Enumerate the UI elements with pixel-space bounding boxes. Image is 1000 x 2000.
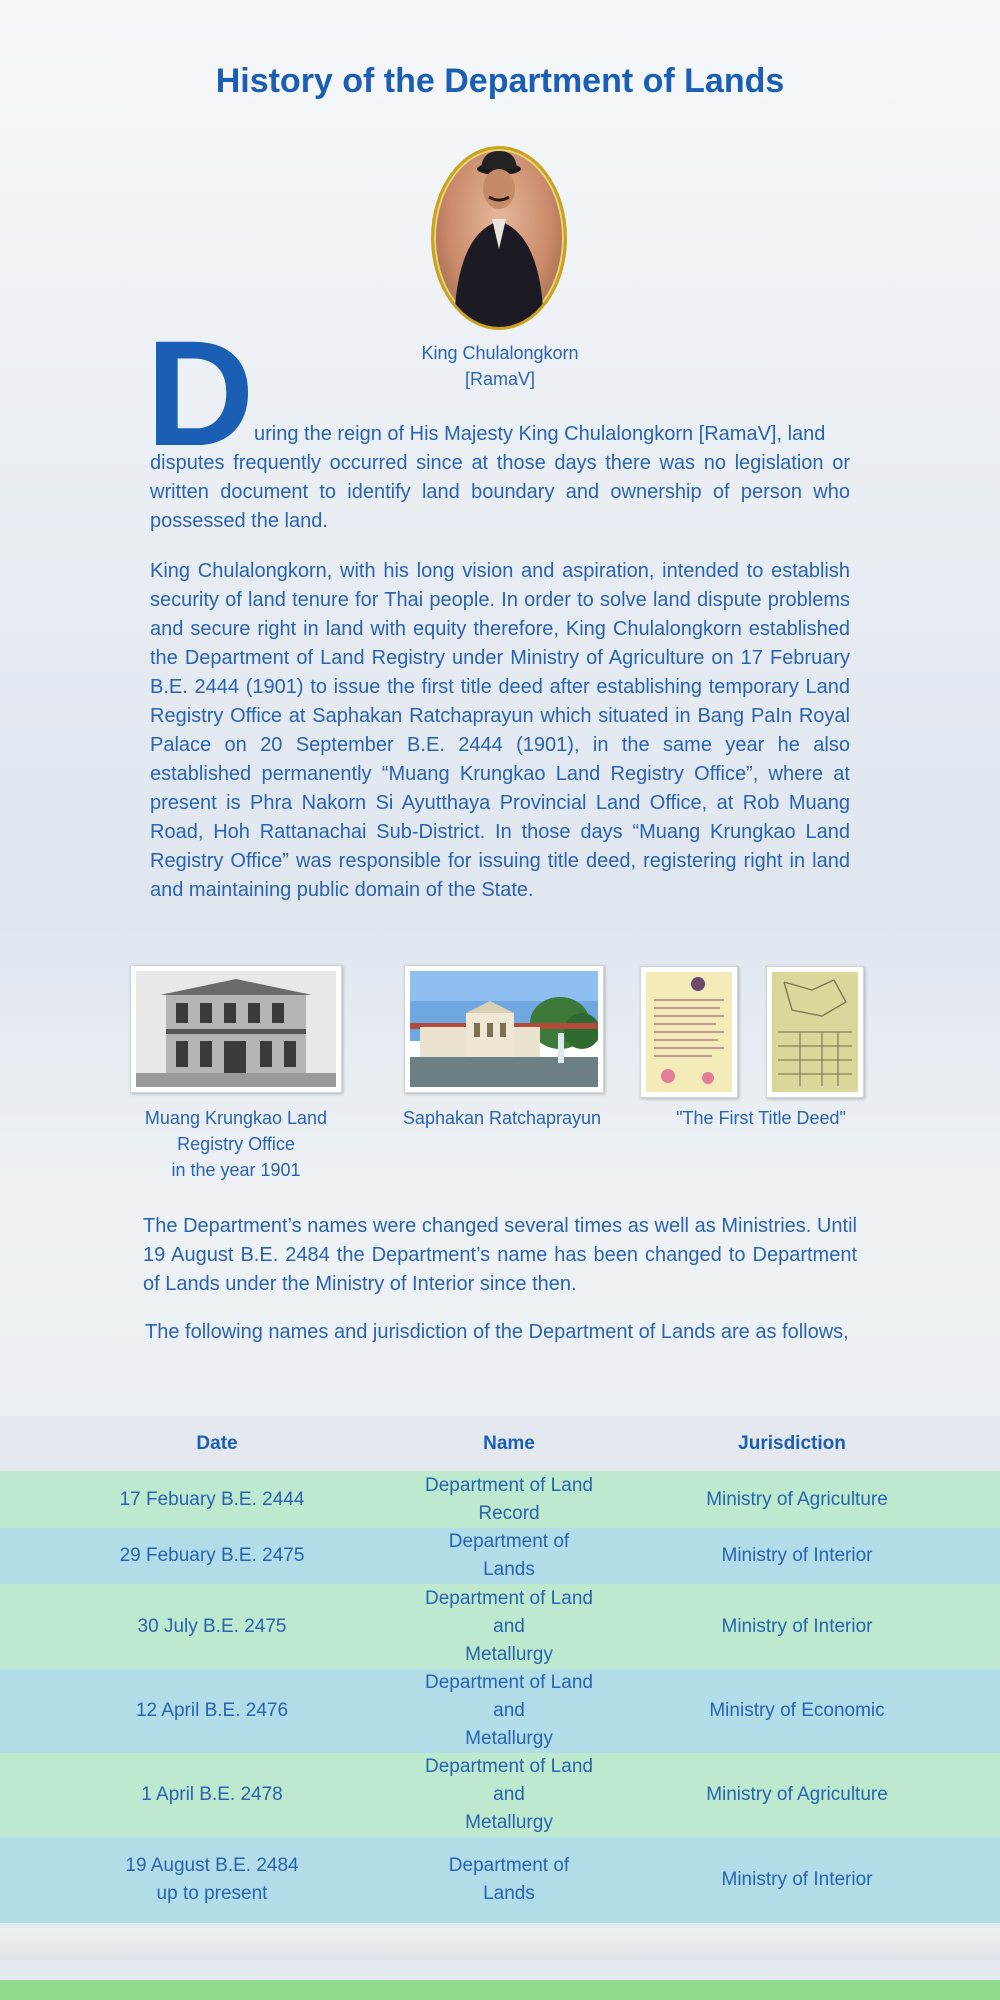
row-name [424,1472,594,1528]
row-name-text: Department of Lands [448,1531,570,1580]
row-date-line2: up to present [156,1883,268,1904]
header-name: Name [483,1432,535,1454]
portrait-caption-title: [RamaV] [464,369,536,389]
row-date-text: 12 April B.E. 2476 [135,1700,289,1721]
row-jurisdiction: Ministry of Interior [721,1869,873,1890]
row-name [424,1528,594,1584]
row-date-text: 30 July B.E. 2475 [137,1615,287,1637]
table-header-row [0,1416,1000,1471]
table-row [0,1837,1000,1923]
office-caption-line3: in the year 1901 [171,1160,301,1180]
row-date-line1: 19 August B.E. 2484 [125,1855,299,1876]
row-date [0,1542,424,1570]
table-row [0,1528,1000,1584]
table-row [0,1471,1000,1528]
row-date-text: 17 Febuary B.E. 2444 [119,1488,305,1510]
row-name [424,1852,594,1908]
saphakan-ratchaprayun-photo [404,965,604,1093]
row-name-text: Department of Land Record [425,1474,593,1524]
first-title-deed-page2-photo [766,966,864,1098]
intro-paragraph-first-line: uring the reign of His Majesty King Chulalongkorn [RamaV], land [254,423,826,445]
row-name [424,1753,594,1837]
row-name [424,1669,594,1753]
page-title: History of the Department of Lands [215,62,785,100]
table-row [0,1669,1000,1753]
row-date [0,1852,424,1908]
header-jurisdiction: Jurisdiction [738,1432,846,1454]
row-date [0,1697,424,1725]
row-name-line1: Department of Land and [425,1756,593,1805]
row-date-text: 1 April B.E. 2478 [141,1784,283,1805]
row-date-text: 29 Febuary B.E. 2475 [119,1545,305,1566]
row-name-line2: Metallurgy [465,1812,553,1833]
row-jurisdiction: Ministry of Agriculture [706,1784,888,1805]
office-caption-line2: Registry Office [177,1134,295,1154]
row-name-line2: Metallurgy [465,1728,553,1749]
name-change-paragraph: The Department’s names were changed several times as well as Ministries. Until 19 August B.E. 2484 the Department’s name has been changed to Department of Lands under the Ministry of Interior since then. [143,1215,857,1295]
bottom-divider-band [0,1928,1000,1960]
portrait-caption [380,340,620,392]
office-1901-photo [130,965,342,1093]
portrait-caption-name: King Chulalongkorn [421,343,579,363]
row-date [0,1486,424,1514]
department-history-table [0,1416,1000,1923]
history-paragraph: King Chulalongkorn, with his long vision and aspiration, intended to establish security of land tenure for Thai people. In order to solve land dispute problems and secure right in land with equity therefore, King Chulalongkorn established the Department of Land Registry under Ministry of Agriculture on 17 February B.E. 2444 (1901) to issue the first title deed after establishing temporary Land Registry Office at Saphakan Ratchaprayun which situated in Bang PaIn Royal Palace on 20 September B.E. 2444 (1901), in the same year he also established permanently “Muang Krungkao Land Registry Office”, where at present is Phra Nakorn Si Ayutthaya Provincial Land Office, at Rob Muang Road, Hoh Rattanachai Sub-District. In those days “Muang Krungkao Land Registry Office” was responsible for issuing title deed, registering right in land and maintaining public domain of the State. [150,560,850,901]
row-name-line1: Department of Land and [425,1587,593,1637]
row-jurisdiction: Ministry of Interior [721,1615,873,1637]
row-jurisdiction: Ministry of Agriculture [706,1488,888,1510]
king-portrait-image [431,146,567,330]
first-title-deed-page1-photo [640,966,738,1098]
title-deed-caption: "The First Title Deed" [676,1108,846,1128]
office-caption-line1: Muang Krungkao Land [144,1108,328,1128]
office-photo-caption [116,1105,356,1183]
row-name [424,1585,594,1669]
row-jurisdiction: Ministry of Interior [721,1545,873,1566]
table-row [0,1584,1000,1669]
saphakan-photo-caption: Saphakan Ratchaprayun [402,1108,602,1128]
row-date [0,1613,424,1641]
table-row [0,1753,1000,1837]
row-date [0,1781,424,1809]
row-name-text: Department of Lands [448,1855,570,1904]
row-jurisdiction: Ministry of Economic [709,1700,885,1721]
dropcap-letter: D [146,309,255,477]
header-date: Date [196,1432,238,1454]
intro-paragraph-rest: disputes frequently occurred since at those days there was no legislation or written document to identify land boundary and ownership of person who possessed the land. [150,452,850,532]
row-name-line1: Department of Land and [425,1672,593,1721]
row-name-line2: Metallurgy [465,1643,553,1665]
footer-green-bar [0,1980,1000,2000]
table-intro-paragraph: The following names and jurisdiction of the Department of Lands are as follows, [145,1321,849,1343]
